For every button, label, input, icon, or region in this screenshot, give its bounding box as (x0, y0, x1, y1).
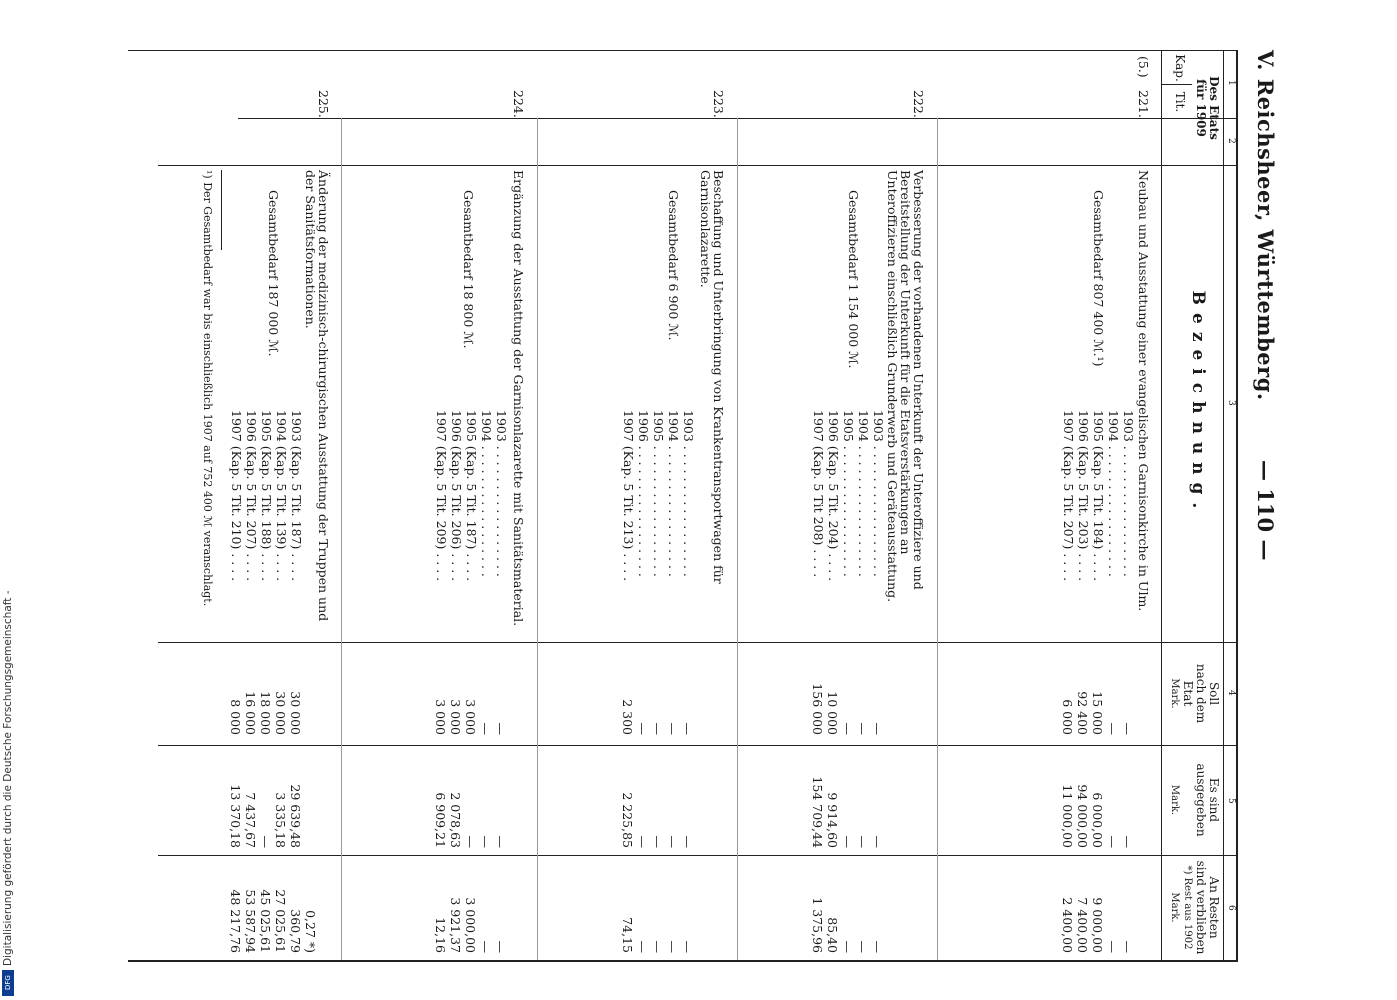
entry-224-row-2-aus: — (463, 835, 478, 848)
entry-221-row-0-soll: — (1120, 722, 1135, 735)
etat-header-line1: Des Etats (1207, 76, 1221, 140)
entry-221-row-1-aus: — (1105, 835, 1120, 848)
entry-221-row-1-rest: — (1105, 940, 1120, 953)
entry-225-title: Änderung der medizinisch-chirurgischen Ausstattung der Truppen und der Sanitätsformationen. (303, 170, 331, 622)
kap-tit-rule (1162, 84, 1192, 85)
col-2-3-rule (158, 165, 1238, 166)
entry-223-row-1-aus: — (665, 835, 680, 848)
soll-unit: Mark. (1169, 678, 1180, 709)
entry-225-row-3-year: 1905 (Kap. 5 Tit. 188) . . . . (259, 410, 274, 582)
entry-223-row-1-soll: — (665, 722, 680, 735)
entry-225-row-2-aus: 3 335,18 (273, 792, 288, 848)
entry-224-tit: 224. (511, 90, 526, 118)
entry-221-row-4-rest: 2 400,00 (1060, 897, 1075, 953)
entry-222-row-3-rest: 85,40 (825, 917, 840, 953)
entry-222-row-4-year: 1907 (Kap. 5 Tit 208) . . . . (811, 410, 826, 578)
rest-header-line1: An Resten (1207, 876, 1221, 939)
entry-225-row-2-soll: 30 000 (273, 691, 288, 735)
entry-222-row-0-aus: — (870, 835, 885, 848)
entry-222-row-3-aus: 9 914,60 (825, 792, 840, 848)
entry-223-row-3-soll: — (635, 722, 650, 735)
entry-222-row-4-rest: 1 375,96 (810, 897, 825, 953)
entry-221-row-2-aus: 6 000,00 (1090, 792, 1105, 848)
entry-223-title: Beschaffung und Unterbringung von Krankentransportwagen für Garnisonlazarette. (698, 170, 726, 584)
entry-225-row-3-rest: 45 025,61 (258, 889, 273, 953)
entry-225-row-5-soll: 8 000 (228, 699, 243, 735)
entry-224-row-0-aus: — (493, 835, 508, 848)
entry-224-row-1-rest: — (478, 940, 493, 953)
rest-unit: Mark. (1169, 892, 1180, 923)
entry-225-row-0-rest: 0,27 *) (303, 910, 318, 953)
entry-221-row-0-year: 1903 . . . . . . . . . . . . . . . . . (1121, 410, 1136, 577)
rest-header-line3: *) Rest aus 1902 (1182, 865, 1193, 950)
entry-222-row-0-year: 1903 . . . . . . . . . . . . . . . . . (871, 410, 886, 577)
entry-222-row-0-soll: — (870, 722, 885, 735)
digitization-note (2, 6, 14, 996)
etat-header-line2: für 1909 (1194, 79, 1208, 137)
ausgegeben-header-line1: Es sind (1207, 777, 1221, 823)
entry-221-row-0-rest: — (1120, 940, 1135, 953)
entry-223-row-3-aus: — (635, 835, 650, 848)
entry-223-row-2-rest: — (650, 940, 665, 953)
entry-222-row-2-year: 1905 . . . . . . . . . . . . . . . . . (841, 410, 856, 577)
entry-221-gesamtbedarf: Gesamtbedarf 807 400 ℳ.¹) (1091, 190, 1106, 367)
entry-222-row-4-aus: 154 709,44 (810, 776, 825, 848)
entry-224-row-2-rest: 3 000,00 (463, 897, 478, 953)
entry-222-row-2-aus: — (840, 835, 855, 848)
entry-221-row-3-soll: 92 400 (1075, 691, 1090, 735)
ausgegeben-header (1168, 745, 1220, 855)
entry-222-row-0-rest: — (870, 940, 885, 953)
entry-225-tit: 225. (316, 90, 331, 118)
entry-223-gesamtbedarf: Gesamtbedarf 6 900 ℳ. (666, 190, 681, 341)
entry-223-row-1-rest: — (665, 940, 680, 953)
soll-header (1168, 642, 1220, 745)
entry-223-tit: 223. (711, 90, 726, 118)
entry-223-row-4-aus: 2 225,85 (620, 792, 635, 848)
entry-221-tit: 221. (1136, 90, 1151, 118)
rotated-document-page (100, 30, 1290, 990)
entry-225-row-3-aus: — (258, 835, 273, 848)
entry-221-row-0-aus: — (1120, 835, 1135, 848)
entry-223-row-2-year: 1905 . . . . . . . . . . . . . . . . . (651, 410, 666, 577)
entry-222-row-1-rest: — (855, 940, 870, 953)
entry-223-row-4-soll: 2 300 (620, 699, 635, 735)
kap-header: Kap. (1173, 54, 1187, 82)
entry-221-row-2-year: 1905 (Kap. 5 Tit. 184) . . . . (1091, 410, 1106, 582)
entry-221-title: Neubau und Ausstattung einer evangelischen Garnisonkirche in Ulm. (1136, 170, 1151, 612)
entry-224-gesamtbedarf: Gesamtbedarf 18 800 ℳ. (461, 190, 476, 349)
entry-222-tit: 222. (911, 90, 926, 118)
entry-221-row-2-soll: 15 000 (1090, 691, 1105, 735)
entry-224-row-4-aus: 6 909,21 (433, 792, 448, 848)
soll-header-line2: nach dem (1194, 663, 1208, 724)
entry-224-row-2-soll: 3 000 (463, 699, 478, 735)
column-number-3: 3 (1226, 400, 1236, 406)
col-1-2-rule (238, 118, 1238, 119)
ausgegeben-header-line2: ausgegeben (1194, 763, 1208, 837)
page-number: — 110 — (1253, 460, 1278, 561)
entry-222-row-1-soll: — (855, 722, 870, 735)
etat-header (1194, 54, 1220, 162)
entry-221-row-3-rest: 7 400,00 (1075, 897, 1090, 953)
entry-225-row-4-year: 1906 (Kap. 5 Tit. 207) . . . . (244, 410, 259, 582)
column-number-4: 4 (1226, 690, 1236, 696)
entry-221-row-3-aus: 94 000,00 (1075, 784, 1090, 848)
soll-header-line1: Soll (1207, 681, 1221, 706)
entry-224-row-3-soll: 3 000 (448, 699, 463, 735)
entry-223-row-0-aus: — (680, 835, 695, 848)
entry-225-row-2-year: 1904 (Kap. 5 Tit. 139) . . . . (274, 410, 289, 582)
table-top-rule (1236, 50, 1238, 960)
entry-221-row-4-aus: 11 000,00 (1060, 784, 1075, 848)
tit-header: Tit. (1173, 91, 1187, 113)
entry-225-row-2-rest: 27 025,61 (273, 889, 288, 953)
entry-222-gesamtbedarf: Gesamtbedarf 1 154 000 ℳ. (846, 190, 861, 369)
entry-225-row-1-aus: 29 639,48 (288, 784, 303, 848)
entry-separator (537, 118, 538, 960)
entry-225-row-4-aus: 7 437,67 (243, 792, 258, 848)
entry-225-row-1-soll: 30 000 (288, 691, 303, 735)
footnote-rule (221, 170, 222, 250)
entry-222-row-2-soll: — (840, 722, 855, 735)
bezeichnung-header: Bezeichnung. (1188, 290, 1208, 517)
entry-221-row-2-rest: 9 000,00 (1090, 897, 1105, 953)
entry-224-row-3-aus: 2 078,63 (448, 792, 463, 848)
entry-222-row-1-aus: — (855, 835, 870, 848)
entry-225-row-4-soll: 16 000 (243, 691, 258, 735)
header-rule (1161, 50, 1162, 960)
entry-223-row-3-rest: — (635, 940, 650, 953)
soll-header-line3: Etat (1181, 680, 1195, 707)
entry-224-row-4-year: 1907 (Kap. 5 Tit. 209) . . . . (434, 410, 449, 582)
entry-222-row-1-year: 1904 . . . . . . . . . . . . . . . . . (856, 410, 871, 577)
entry-225-row-5-aus: 13 370,18 (228, 784, 243, 848)
page-title: V. Reichsheer, Württemberg. (1253, 50, 1278, 401)
entry-224-row-4-rest: 12,16 (433, 917, 448, 953)
entry-222-row-4-soll: 156 000 (810, 683, 825, 735)
table-left-rule (128, 50, 1238, 51)
entry-225-row-5-year: 1907 (Kap. 5 Tit. 210) . . . . (229, 410, 244, 582)
entry-223-row-0-soll: — (680, 722, 695, 735)
entry-224-row-1-soll: — (478, 722, 493, 735)
kap-marker: (5.) (1136, 56, 1151, 78)
entry-separator (737, 118, 738, 960)
entry-223-row-0-rest: — (680, 940, 695, 953)
entry-224-row-0-soll: — (493, 722, 508, 735)
entry-225-row-3-soll: 18 000 (258, 691, 273, 735)
footnote: ¹) Der Gesamtbedarf war bis einschließlich 1907 auf 752 400 ℳ veranschlagt. (201, 170, 214, 607)
entry-225-row-4-rest: 53 587,94 (243, 889, 258, 953)
entry-224-row-4-soll: 3 000 (433, 699, 448, 735)
entry-223-row-4-rest: 74,15 (620, 917, 635, 953)
entry-222-row-3-year: 1906 (Kap. 5 Tit. 204) . . . . (826, 410, 841, 582)
digitization-note-text: Digitalisierung gefördert durch die Deutsche Forschungsgemeinschaft - (2, 590, 14, 966)
entry-224-row-0-year: 1903 . . . . . . . . . . . . . . . . . (494, 410, 509, 577)
entry-224-row-1-aus: — (478, 835, 493, 848)
entry-225-row-1-rest: 360,79 (288, 909, 303, 953)
entry-224-row-3-rest: 3 921,37 (448, 897, 463, 953)
entry-224-title: Ergänzung der Ausstattung der Garnisonlazarette mit Sanitätsmaterial. (511, 170, 526, 627)
entry-224-row-3-year: 1906 (Kap. 5 Tit. 206) . . . . (449, 410, 464, 582)
entry-221-row-4-year: 1907 (Kap. 5 Tit. 207) . . . . (1061, 410, 1076, 582)
entry-222-row-2-rest: — (840, 940, 855, 953)
entry-223-row-3-year: 1906 . . . . . . . . . . . . . . . . . (636, 410, 651, 577)
entry-225-row-1-year: 1903 (Kap. 5 Tit. 187) . . . . (289, 410, 304, 582)
dfg-logo-icon: DFG (2, 970, 14, 996)
rest-header-line2: sind verblieben (1194, 860, 1208, 955)
entry-221-row-1-year: 1904 . . . . . . . . . . . . . . . . . (1106, 410, 1121, 577)
entry-223-row-1-year: 1904 . . . . . . . . . . . . . . . . . (666, 410, 681, 577)
colnum-rule (1223, 50, 1224, 960)
entry-224-row-1-year: 1904 . . . . . . . . . . . . . . . . . (479, 410, 494, 577)
entry-225-gesamtbedarf: Gesamtbedarf 187 000 ℳ. (266, 190, 281, 357)
entry-221-row-3-year: 1906 (Kap. 5 Tit. 203) . . . . (1076, 410, 1091, 582)
entry-separator (937, 118, 938, 960)
entry-222-title: Verbesserung der vorhandenen Unterkunft der Unteroffiziere und Bereitstellung der Unterkunft für die Etatsverstärkungen an Unteroffizieren einschließlich Grunderwerb und Geräteausstattung. (885, 170, 926, 603)
column-number-1: 1 (1226, 80, 1236, 86)
column-number-6: 6 (1226, 905, 1236, 911)
entry-221-row-4-soll: 6 000 (1060, 699, 1075, 735)
entry-223-row-0-year: 1903 . . . . . . . . . . . . . . . . . (681, 410, 696, 577)
entry-225-row-5-rest: 48 217,76 (228, 889, 243, 953)
entry-223-row-2-aus: — (650, 835, 665, 848)
column-number-2: 2 (1226, 138, 1236, 144)
entry-221-row-1-soll: — (1105, 722, 1120, 735)
rest-header (1168, 855, 1220, 960)
entry-222-row-3-soll: 10 000 (825, 691, 840, 735)
ausgegeben-unit: Mark. (1169, 784, 1180, 816)
entry-223-row-4-year: 1907 (Kap. 5 Tit. 213) . . . . (621, 410, 636, 582)
entry-223-row-2-soll: — (650, 722, 665, 735)
entry-separator (341, 118, 342, 960)
entry-224-row-2-year: 1905 (Kap. 5 Tit. 187) . . . . (464, 410, 479, 582)
column-number-5: 5 (1226, 798, 1236, 804)
table-right-rule (128, 960, 1238, 962)
entry-224-row-0-rest: — (493, 940, 508, 953)
